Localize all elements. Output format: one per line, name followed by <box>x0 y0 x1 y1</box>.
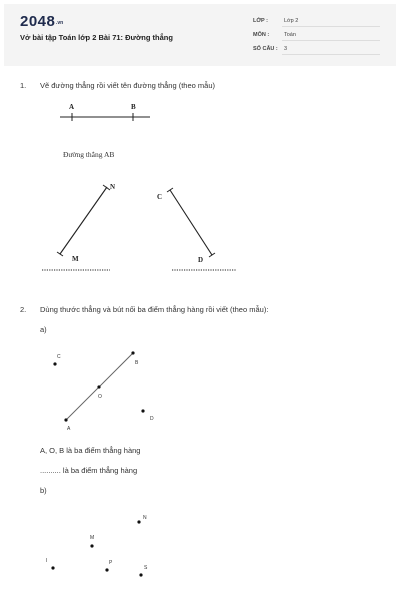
site-logo[interactable]: 2048 <box>20 13 56 30</box>
subject-label: MÔN : <box>253 32 270 38</box>
line-mn <box>60 187 107 254</box>
label-part-b-m: M <box>90 535 95 541</box>
collinear-statement: A, O, B là ba điểm thẳng hàng <box>40 446 141 455</box>
point-n-tick <box>103 185 110 190</box>
point-n-dot <box>137 520 140 523</box>
label-m: M <box>72 255 79 263</box>
class-value: Lớp 2 <box>284 18 299 24</box>
label-part-a-a: A <box>67 426 71 432</box>
label-n: N <box>110 183 116 191</box>
point-p-dot <box>105 568 108 571</box>
question-2-text: Dùng thước thẳng và bút nối ba điểm thẳng hàng rồi viết (theo mẫu): <box>40 305 269 314</box>
label-part-a-c: C <box>57 354 61 360</box>
part-b-label: b) <box>40 486 47 495</box>
point-s-dot <box>139 573 142 576</box>
label-d: D <box>198 256 204 264</box>
sample-caption: Đường thẳng AB <box>63 150 115 159</box>
label-part-a-d: D <box>150 416 154 422</box>
class-label: LỚP : <box>253 18 268 24</box>
sample-label-b: B <box>131 103 136 111</box>
line-cd <box>170 190 212 255</box>
point-d-dot <box>141 409 144 412</box>
point-m-dot <box>90 544 93 547</box>
point-o-dot <box>97 385 100 388</box>
label-part-b-n: N <box>143 515 147 521</box>
question-1-text: Vẽ đường thẳng rồi viết tên đường thẳng (theo mẫu) <box>40 81 215 90</box>
label-part-a-b: B <box>135 360 139 366</box>
point-a-dot <box>64 418 67 421</box>
question-count-value: 3 <box>284 46 288 52</box>
point-i-dot <box>51 566 54 569</box>
label-part-b-i: I <box>46 558 48 564</box>
question-2-number: 2. <box>20 305 27 314</box>
sample-label-a: A <box>69 103 75 111</box>
label-part-b-s: S <box>144 565 148 571</box>
label-c: C <box>157 193 163 201</box>
blank-statement: .......... là ba điểm thẳng hàng <box>40 466 138 475</box>
page-title: Vở bài tập Toán lớp 2 Bài 71: Đường thẳng <box>20 33 173 42</box>
question-1-number: 1. <box>20 81 27 90</box>
site-logo-suffix: .vn <box>56 20 64 26</box>
point-d-tick <box>209 253 215 257</box>
subject-value: Toán <box>284 32 296 38</box>
point-b-dot <box>131 351 134 354</box>
point-c-tick <box>167 188 173 192</box>
label-part-a-o: O <box>98 394 102 400</box>
point-m-tick <box>57 252 63 256</box>
part-a-label: a) <box>40 325 47 334</box>
point-c-dot <box>53 362 56 365</box>
question-count-label: SỐ CÂU : <box>253 46 278 52</box>
label-part-b-p: P <box>109 560 113 566</box>
